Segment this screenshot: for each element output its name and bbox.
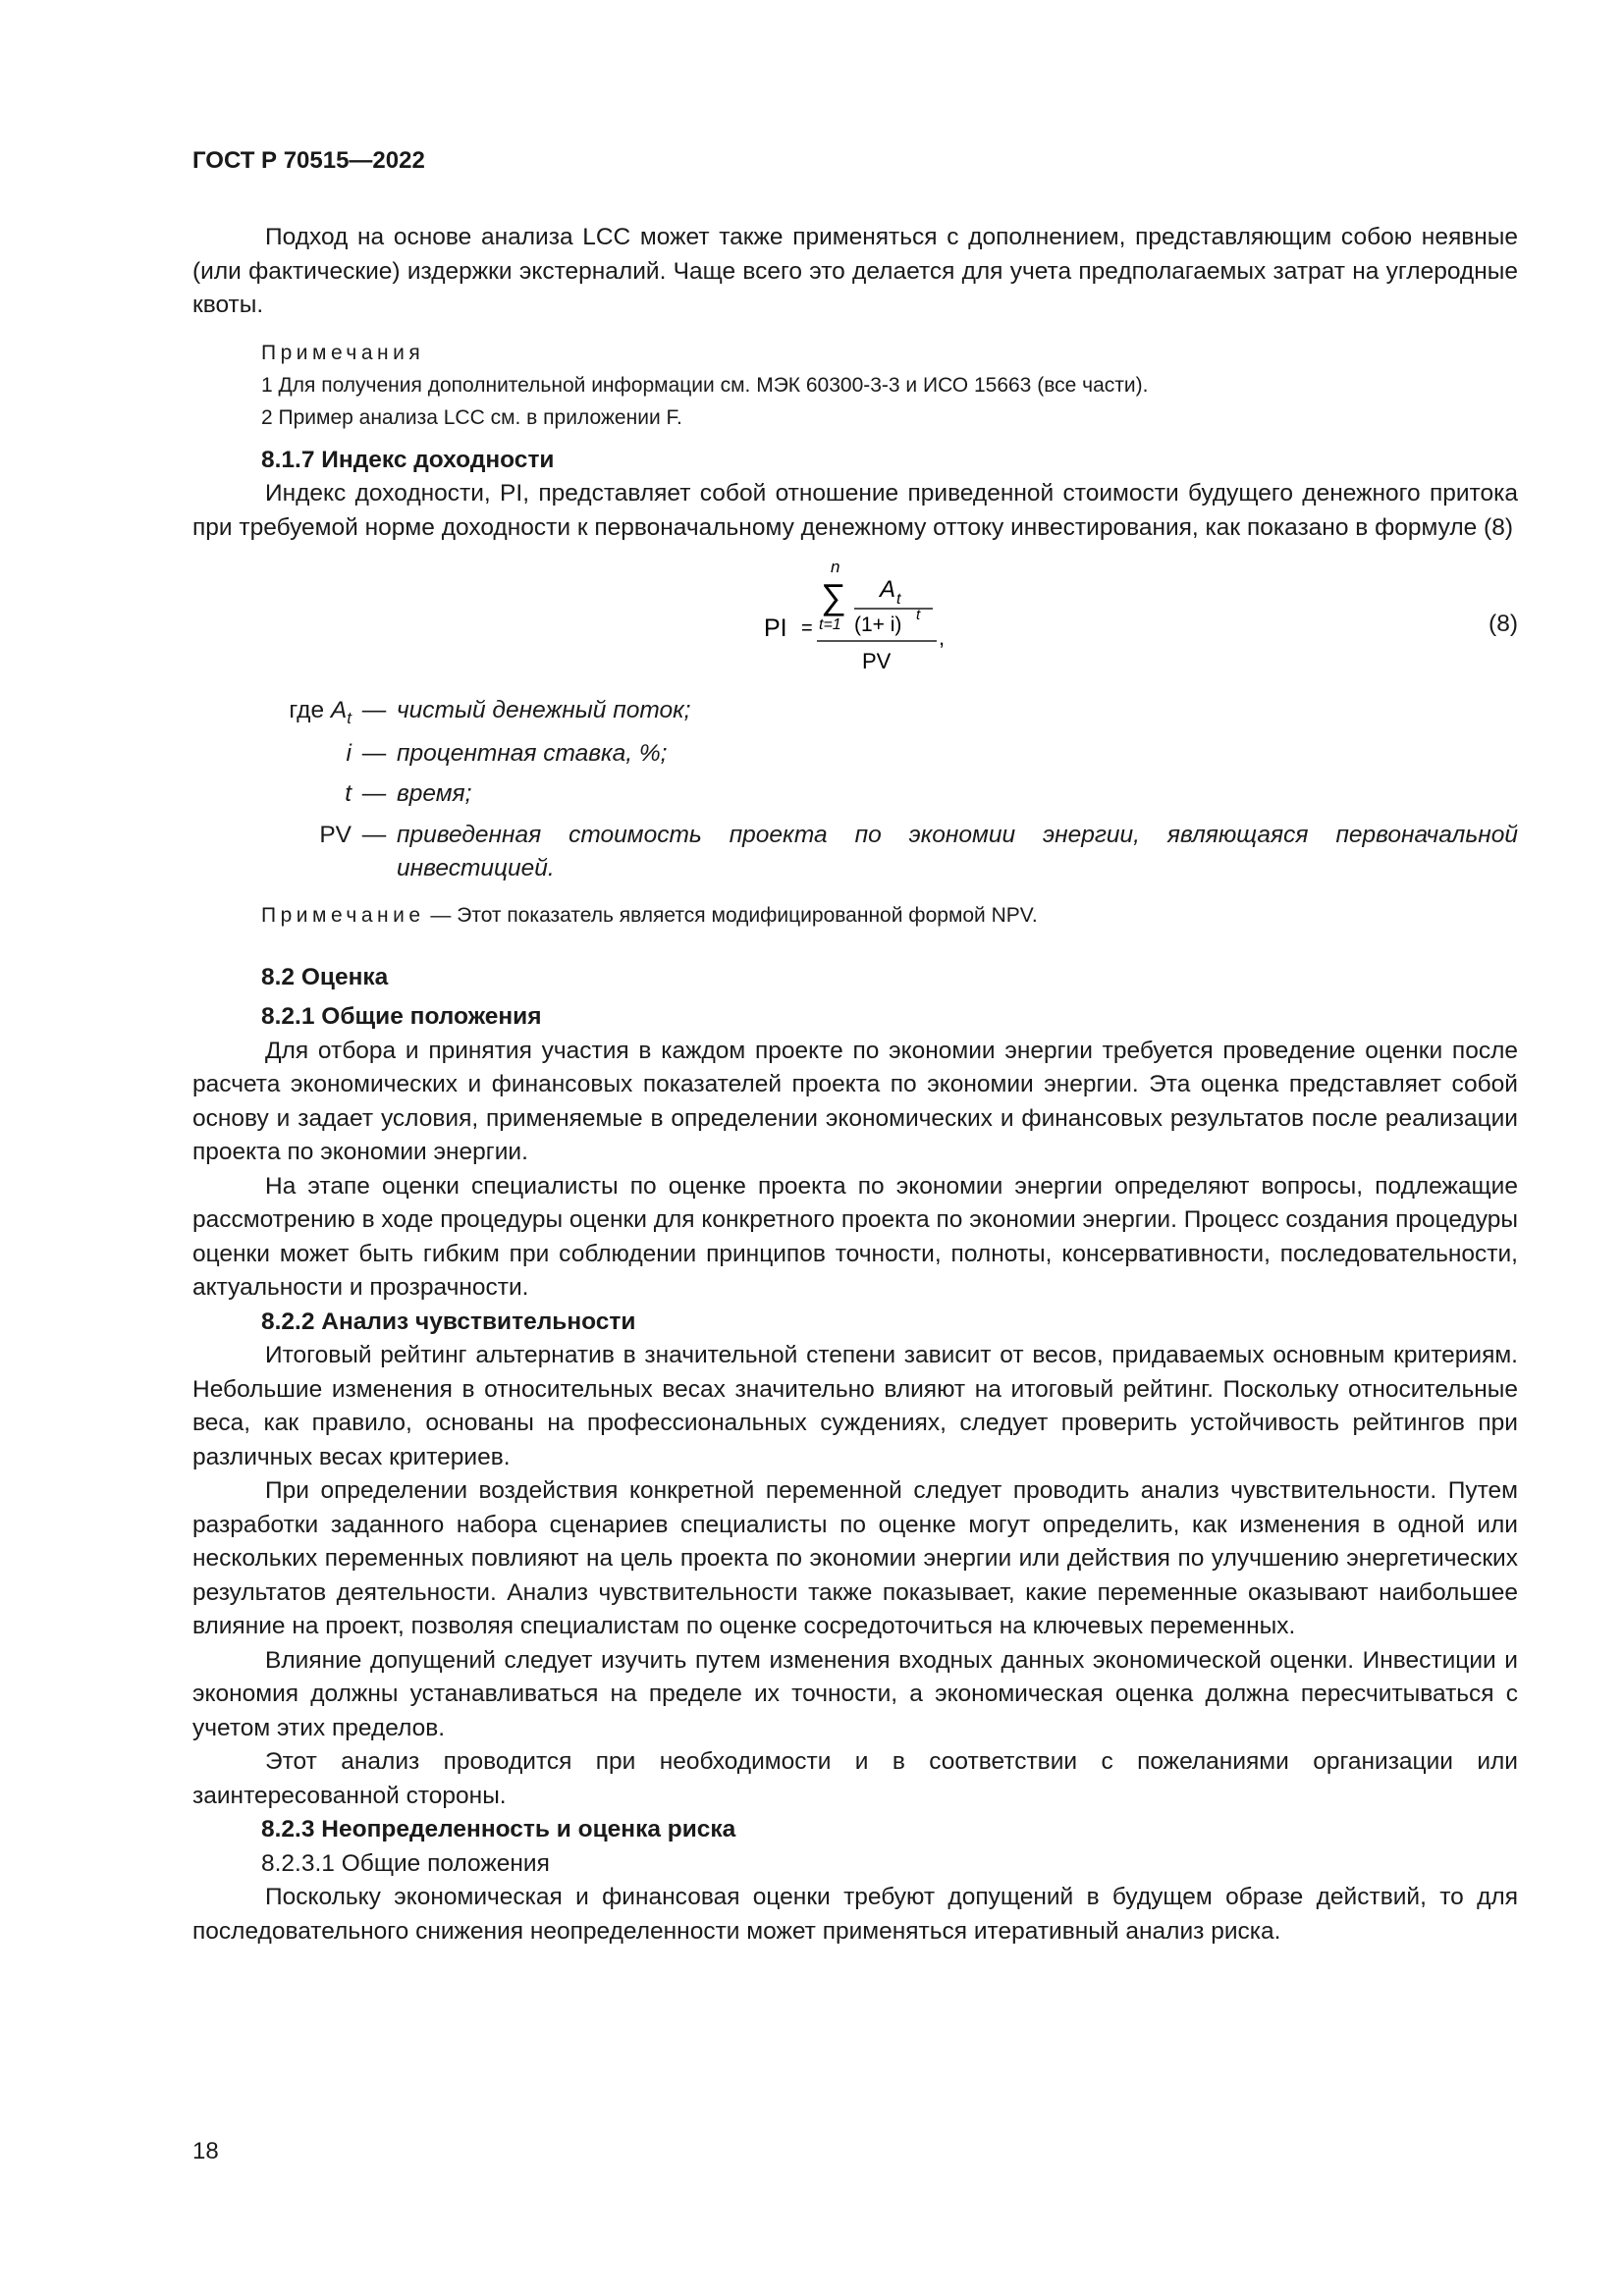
single-note — [192, 899, 1518, 932]
single-note-text: — Этот показатель является модифицированной формой NPV. — [424, 903, 1038, 927]
definition-t: время; — [397, 780, 472, 807]
formula-numerator: A — [880, 576, 896, 603]
section-8-1-7-paragraph: Индекс доходности, PI, представляет собой отношение приведенной стоимости будущего денежного притока при требуемой норме доходности к первоначальному денежному оттоку инвестирования, как показано в формуле (8) — [192, 480, 1518, 541]
formula-denominator-exp: t — [916, 607, 921, 623]
where-symbol-pv: PV — [319, 821, 352, 848]
section-heading-8-2-2: 8.2.2 Анализ чувствительности — [261, 1308, 636, 1335]
formula-lhs: PI — [764, 614, 787, 642]
definition-at: чистый денежный поток; — [397, 697, 691, 723]
note-item-2: 2 Пример анализа LCC см. в приложении F. — [261, 405, 682, 429]
formula-numerator-sub: t — [896, 591, 901, 608]
section-8-2-3-paragraph: Поскольку экономическая и финансовая оценки требуют допущений в будущем образе действий, то для последовательного снижения неопределенности может применяться итеративный анализ риска. — [192, 1884, 1518, 1945]
formula-denominator: (1+ i) — [854, 614, 902, 636]
section-heading-8-2-1: 8.2.1 Общие положения — [261, 1003, 542, 1030]
where-row-pv — [192, 819, 1518, 853]
where-dash-1: — — [361, 697, 387, 723]
formula-sum-symbol: ∑ — [821, 576, 846, 616]
section-8-2-1-paragraph-2: На этапе оценки специалисты по оценке проекта по экономии энергии определяют вопросы, подлежащие рассмотрению в ходе процедуры оценки для конкретного проекта по экономии энергии. Процесс создания процедуры оценки может быть гибким при соблюдении принципов точности, полноты, консервативности, последовательности, актуальности и прозрачности. — [192, 1172, 1518, 1301]
section-8-2-2-paragraph-4: Этот анализ проводится при необходимости и в соответствии с пожеланиями организации или заинтересованной стороны. — [192, 1748, 1518, 1809]
definition-pv-cont: инвестицией. — [397, 855, 555, 881]
pi-formula — [764, 553, 1000, 680]
intro-paragraph: Подход на основе анализа LCC может также применяться с дополнением, представляющим собою неявные (или фактические) издержки экстерналий. Чаще всего это делается для учета предполагаемых затрат на углеродные квоты. — [192, 224, 1518, 318]
where-list — [192, 694, 1518, 886]
definition-i: процентная ставка, %; — [397, 739, 668, 767]
section-heading-8-1-7: 8.1.7 Индекс доходности — [261, 446, 555, 473]
section-heading-8-2-3: 8.2.3 Неопределенность и оценка риска — [261, 1816, 736, 1842]
section-heading-8-2: 8.2 Оценка — [261, 963, 389, 990]
where-dash-4: — — [361, 821, 387, 848]
notes-title: Примечания — [261, 341, 425, 364]
where-row-pv-cont — [192, 852, 1518, 886]
where-symbol-t: t — [345, 780, 352, 807]
formula-number: (8) — [1489, 611, 1518, 637]
where-row-t — [192, 777, 1518, 812]
section-8-2-2-paragraph-3: Влияние допущений следует изучить путем изменения входных данных экономической оценки. Инвестиции и экономия должны устанавливаться на пределе их точности, а экономическая оценка должна пересчитываться с учетом этих пределов. — [192, 1646, 1518, 1741]
formula-sum-lower: t=1 — [819, 616, 841, 633]
formula-outer-denominator: PV — [862, 649, 892, 673]
where-dash-2: — — [361, 739, 387, 767]
section-8-2-2-paragraph-1: Итоговый рейтинг альтернатив в значительной степени зависит от весов, придаваемых основным критериям. Небольшие изменения в относительных весах значительно влияют на итоговый рейтинг. Поскольку относительные веса, как правило, основаны на профессиональных суждениях, следует проверить устойчивость рейтингов при различных весах критериев. — [192, 1342, 1518, 1470]
page-number: 18 — [192, 2138, 219, 2164]
formula-equals: = — [801, 617, 813, 639]
where-row-at — [192, 694, 1518, 730]
section-8-2-2-paragraph-2: При определении воздействия конкретной переменной следует проводить анализ чувствительности. Путем разработки заданного набора сценариев специалисты по оценке могут определить, как изменения в одной или нескольких переменных повлияют на цель проекта по экономии энергии или действия по улучшению энергетических результатов деятельности. Анализ чувствительности также показывает, какие переменные оказывают наибольшее влияние на проект, позволяя специалистам по оценке сосредоточиться на ключевых переменных. — [192, 1477, 1518, 1639]
definition-pv: приведенная стоимость проекта по экономии энергии, являющаяся первоначальной — [397, 821, 1518, 848]
symbol-a: A — [330, 697, 348, 723]
where-row-i — [192, 737, 1518, 772]
section-subheading-8-2-3-1: 8.2.3.1 Общие положения — [261, 1849, 550, 1877]
notes-block — [192, 337, 1518, 434]
where-symbol-i: i — [346, 739, 352, 767]
where-intro: где — [289, 697, 325, 723]
formula-sum-upper: n — [831, 558, 840, 576]
single-note-label: Примечание — [261, 903, 425, 927]
where-symbol-at — [192, 694, 352, 730]
document-body — [192, 221, 1518, 1949]
formula-row — [192, 553, 1518, 680]
section-8-2-1-paragraph-1: Для отбора и принятия участия в каждом проекте по экономии энергии требуется проведение оценки после расчета экономических и финансовых показателей проекта по экономии энергии. Эта оценка представляет собой основу и задает условия, применяемые в определении экономических и финансовых результатов после реализации проекта по экономии энергии. — [192, 1037, 1518, 1165]
formula-trailing-comma: , — [939, 625, 946, 650]
where-dash-3: — — [361, 780, 387, 807]
symbol-a-sub: t — [347, 709, 352, 727]
standard-code-header: ГОСТ Р 70515—2022 — [192, 147, 425, 174]
note-item-1: 1 Для получения дополнительной информации см. МЭК 60300-3-3 и ИСО 15663 (все части). — [261, 373, 1149, 397]
